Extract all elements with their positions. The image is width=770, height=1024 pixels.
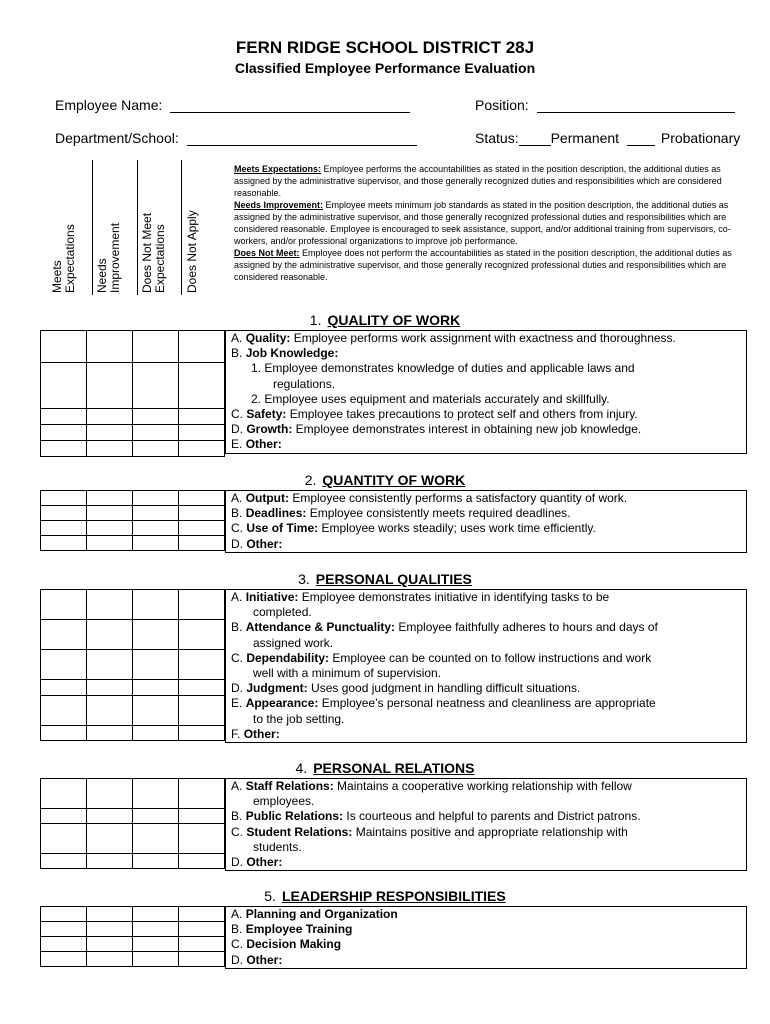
definition-meets: Meets Expectations: Employee performs the accountabilities as stated in the position description, the additional duties as assigned by the administrative supervisor, and those generally recognized duties and responsibilities which are considered reasonable. bbox=[234, 164, 722, 198]
status-field bbox=[475, 130, 740, 146]
rating-cell[interactable] bbox=[133, 409, 179, 425]
rating-cell[interactable] bbox=[133, 506, 179, 521]
list-item: D. Other: bbox=[231, 952, 283, 967]
rating-cell[interactable] bbox=[133, 425, 179, 441]
rating-cell[interactable] bbox=[41, 922, 87, 937]
rating-cell[interactable] bbox=[87, 536, 133, 551]
section-3-title: 3. PERSONAL QUALITIES bbox=[298, 571, 472, 587]
rating-cell[interactable] bbox=[41, 620, 87, 650]
list-item: B. Job Knowledge: bbox=[231, 346, 339, 361]
rating-cell[interactable] bbox=[41, 441, 87, 457]
rating-cell[interactable] bbox=[41, 331, 87, 363]
section-3-items bbox=[225, 589, 747, 743]
rating-cell[interactable] bbox=[179, 590, 225, 620]
list-item: B. Employee Training bbox=[231, 922, 353, 937]
rating-cell[interactable] bbox=[87, 506, 133, 521]
rating-cell[interactable] bbox=[41, 425, 87, 441]
rating-cell[interactable] bbox=[179, 409, 225, 425]
list-item: C. Dependability: Employee can be counted on to follow instructions and work well with a minimum of supervision. bbox=[231, 650, 652, 681]
rating-cell[interactable] bbox=[133, 491, 179, 506]
permanent-label: Permanent bbox=[550, 130, 620, 146]
list-item: E. Appearance: Employee’s personal neatness and cleanliness are appropriate to the job setting. bbox=[231, 696, 656, 726]
rating-cell[interactable] bbox=[179, 907, 225, 922]
section-5-title: 5. LEADERSHIP RESPONSIBILITIES bbox=[264, 888, 506, 904]
rating-cell[interactable] bbox=[179, 441, 225, 457]
rating-header-needs: Needs Improvement bbox=[95, 222, 122, 293]
rating-cell[interactable] bbox=[133, 952, 179, 967]
rating-cell[interactable] bbox=[133, 922, 179, 937]
rating-cell[interactable] bbox=[41, 521, 87, 536]
section-5-rating-grid bbox=[40, 906, 225, 967]
rating-cell[interactable] bbox=[179, 620, 225, 650]
rating-cell[interactable] bbox=[133, 779, 179, 809]
status-label: Status: bbox=[475, 130, 519, 146]
rating-cell[interactable] bbox=[179, 937, 225, 952]
department-label: Department/School: bbox=[55, 130, 179, 146]
list-item: C. Safety: Employee takes precautions to protect self and others from injury. bbox=[231, 407, 638, 422]
rating-cell[interactable] bbox=[87, 809, 133, 824]
section-1-rating-grid bbox=[40, 330, 225, 457]
rating-cell[interactable] bbox=[133, 854, 179, 869]
rating-cell[interactable] bbox=[87, 409, 133, 425]
document-title: FERN RIDGE SCHOOL DISTRICT 28J bbox=[235, 38, 535, 57]
rating-cell[interactable] bbox=[133, 696, 179, 726]
rating-cell[interactable] bbox=[87, 907, 133, 922]
rating-cell[interactable] bbox=[41, 696, 87, 726]
rating-cell[interactable] bbox=[41, 907, 87, 922]
section-3-rating-grid bbox=[40, 589, 225, 741]
rating-cell[interactable] bbox=[87, 491, 133, 506]
rating-cell[interactable] bbox=[133, 937, 179, 952]
section-2-rating-grid bbox=[40, 490, 225, 551]
rating-divider bbox=[137, 160, 138, 295]
employee-name-label: Employee Name: bbox=[55, 97, 163, 113]
rating-cell[interactable] bbox=[179, 854, 225, 869]
list-item: A. Initiative: Employee demonstrates initiative in identifying tasks to be completed. bbox=[231, 590, 610, 620]
rating-cell[interactable] bbox=[87, 620, 133, 650]
rating-cell[interactable] bbox=[41, 726, 87, 741]
probationary-label: Probationary bbox=[660, 130, 741, 146]
rating-cell[interactable] bbox=[87, 521, 133, 536]
rating-cell[interactable] bbox=[41, 779, 87, 809]
rating-cell[interactable] bbox=[133, 441, 179, 457]
rating-divider bbox=[92, 160, 93, 295]
position-line[interactable] bbox=[537, 98, 735, 113]
rating-cell[interactable] bbox=[41, 650, 87, 680]
rating-header-meets: Meets Expectations bbox=[50, 224, 77, 293]
section-1-title: 1. QUALITY OF WORK bbox=[309, 312, 461, 328]
rating-header-does-not-meet: Does Not Meet Expectations bbox=[140, 212, 167, 293]
rating-cell[interactable] bbox=[133, 650, 179, 680]
rating-cell[interactable] bbox=[179, 696, 225, 726]
rating-cell[interactable] bbox=[41, 363, 87, 409]
list-item: D. Growth: Employee demonstrates interest in obtaining new job knowledge. bbox=[231, 422, 642, 437]
rating-cell[interactable] bbox=[41, 409, 87, 425]
rating-cell[interactable] bbox=[179, 726, 225, 741]
rating-cell[interactable] bbox=[179, 521, 225, 536]
list-item: A. Staff Relations: Maintains a cooperative working relationship with fellow employees. bbox=[231, 779, 632, 809]
rating-cell[interactable] bbox=[87, 726, 133, 741]
rating-definitions bbox=[234, 163, 744, 283]
rating-cell[interactable] bbox=[133, 620, 179, 650]
rating-cell[interactable] bbox=[41, 590, 87, 620]
rating-divider bbox=[181, 160, 182, 295]
rating-cell[interactable] bbox=[87, 331, 133, 363]
rating-cell[interactable] bbox=[87, 590, 133, 620]
department-line[interactable] bbox=[187, 131, 417, 146]
section-5-items bbox=[225, 906, 747, 969]
rating-cell[interactable] bbox=[87, 425, 133, 441]
rating-cell[interactable] bbox=[87, 952, 133, 967]
rating-cell[interactable] bbox=[87, 922, 133, 937]
list-item: C. Decision Making bbox=[231, 937, 342, 952]
rating-cell[interactable] bbox=[87, 824, 133, 854]
rating-cell[interactable] bbox=[179, 536, 225, 551]
rating-cell[interactable] bbox=[133, 331, 179, 363]
rating-cell[interactable] bbox=[133, 521, 179, 536]
rating-cell[interactable] bbox=[41, 809, 87, 824]
list-item: B. Attendance & Punctuality: Employee faithfully adheres to hours and days of assigned work. bbox=[231, 620, 658, 650]
position-label: Position: bbox=[475, 97, 529, 113]
rating-cell[interactable] bbox=[179, 779, 225, 809]
rating-cell[interactable] bbox=[41, 824, 87, 854]
rating-cell[interactable] bbox=[87, 363, 133, 409]
section-4-items bbox=[225, 778, 747, 871]
rating-cell[interactable] bbox=[41, 952, 87, 967]
rating-cell[interactable] bbox=[87, 680, 133, 696]
list-item: D. Judgment: Uses good judgment in handling difficult situations. bbox=[231, 681, 581, 696]
rating-cell[interactable] bbox=[179, 680, 225, 696]
rating-cell[interactable] bbox=[133, 590, 179, 620]
rating-cell[interactable] bbox=[133, 809, 179, 824]
rating-cell[interactable] bbox=[179, 506, 225, 521]
list-item: A. Planning and Organization bbox=[231, 907, 398, 921]
list-item: A. Quality: Employee performs work assignment with exactness and thoroughness. bbox=[231, 331, 676, 345]
rating-cell[interactable] bbox=[179, 824, 225, 854]
rating-cell[interactable] bbox=[179, 650, 225, 680]
rating-cell[interactable] bbox=[41, 506, 87, 521]
list-item: D. Other: bbox=[231, 536, 283, 551]
rating-cell[interactable] bbox=[41, 854, 87, 869]
probationary-line[interactable] bbox=[627, 131, 655, 146]
section-2-items bbox=[225, 490, 747, 553]
list-item: C. Use of Time: Employee works steadily; uses work time efficiently. bbox=[231, 521, 596, 536]
permanent-line[interactable] bbox=[519, 131, 551, 146]
rating-cell[interactable] bbox=[179, 425, 225, 441]
section-4-rating-grid bbox=[40, 778, 225, 869]
list-item: B. Deadlines: Employee consistently meets required deadlines. bbox=[231, 506, 571, 521]
rating-cell[interactable] bbox=[133, 536, 179, 551]
rating-cell[interactable] bbox=[87, 779, 133, 809]
rating-cell[interactable] bbox=[41, 937, 87, 952]
list-item: F. Other: bbox=[231, 726, 280, 741]
rating-cell[interactable] bbox=[133, 824, 179, 854]
rating-cell[interactable] bbox=[87, 441, 133, 457]
list-item: D. Other: bbox=[231, 855, 283, 870]
list-item: 2. Employee uses equipment and materials accurately and skillfully. bbox=[251, 391, 610, 406]
list-item: E. Other: bbox=[231, 437, 282, 452]
rating-cell[interactable] bbox=[179, 809, 225, 824]
rating-cell[interactable] bbox=[87, 696, 133, 726]
rating-cell[interactable] bbox=[87, 650, 133, 680]
position-field bbox=[475, 97, 735, 113]
employee-name-field bbox=[55, 97, 410, 113]
rating-column-headers bbox=[47, 160, 225, 295]
rating-cell[interactable] bbox=[133, 726, 179, 741]
rating-cell[interactable] bbox=[87, 937, 133, 952]
list-item: C. Student Relations: Maintains positive and appropriate relationship with students. bbox=[231, 824, 628, 854]
rating-cell[interactable] bbox=[179, 331, 225, 363]
list-item: A. Output: Employee consistently performs a satisfactory quantity of work. bbox=[231, 491, 628, 505]
definition-does-not-meet: Does Not Meet: Employee does not perform the accountabilities as stated in the position description, the additional duties as assigned by the administrative supervisor, and those generally recognized professional duties and responsibilities which are considered reasonable. bbox=[234, 248, 732, 282]
employee-name-line[interactable] bbox=[170, 98, 410, 113]
department-field bbox=[55, 130, 417, 146]
definition-needs: Needs Improvement: Employee meets minimum job standards as stated in the position description, the additional duties as assigned by the administrative supervisor, and those generally recognized professional duties and responsibilities which are considered reasonable. Employee is encouraged to seek assistance, support, and/or additional training from supervisors, co-workers, and/or professional organizations to improve job performance. bbox=[234, 200, 731, 246]
section-1-items bbox=[225, 330, 747, 454]
rating-cell[interactable] bbox=[41, 680, 87, 696]
rating-header-does-not-apply: Does Not Apply bbox=[185, 210, 199, 293]
document-subtitle: Classified Employee Performance Evaluation bbox=[234, 60, 536, 76]
rating-cell[interactable] bbox=[133, 363, 179, 409]
rating-cell[interactable] bbox=[179, 363, 225, 409]
list-item: B. Public Relations: Is courteous and helpful to parents and District patrons. bbox=[231, 809, 641, 824]
rating-cell[interactable] bbox=[179, 952, 225, 967]
section-4-title: 4. PERSONAL RELATIONS bbox=[295, 760, 475, 776]
rating-cell[interactable] bbox=[41, 491, 87, 506]
rating-cell[interactable] bbox=[179, 922, 225, 937]
rating-cell[interactable] bbox=[133, 680, 179, 696]
rating-cell[interactable] bbox=[133, 907, 179, 922]
rating-cell[interactable] bbox=[41, 536, 87, 551]
rating-cell[interactable] bbox=[179, 491, 225, 506]
section-2-title: 2. QUANTITY OF WORK bbox=[304, 472, 466, 488]
rating-cell[interactable] bbox=[87, 854, 133, 869]
list-item: 1. Employee demonstrates knowledge of duties and applicable laws and regulations. bbox=[251, 361, 635, 391]
